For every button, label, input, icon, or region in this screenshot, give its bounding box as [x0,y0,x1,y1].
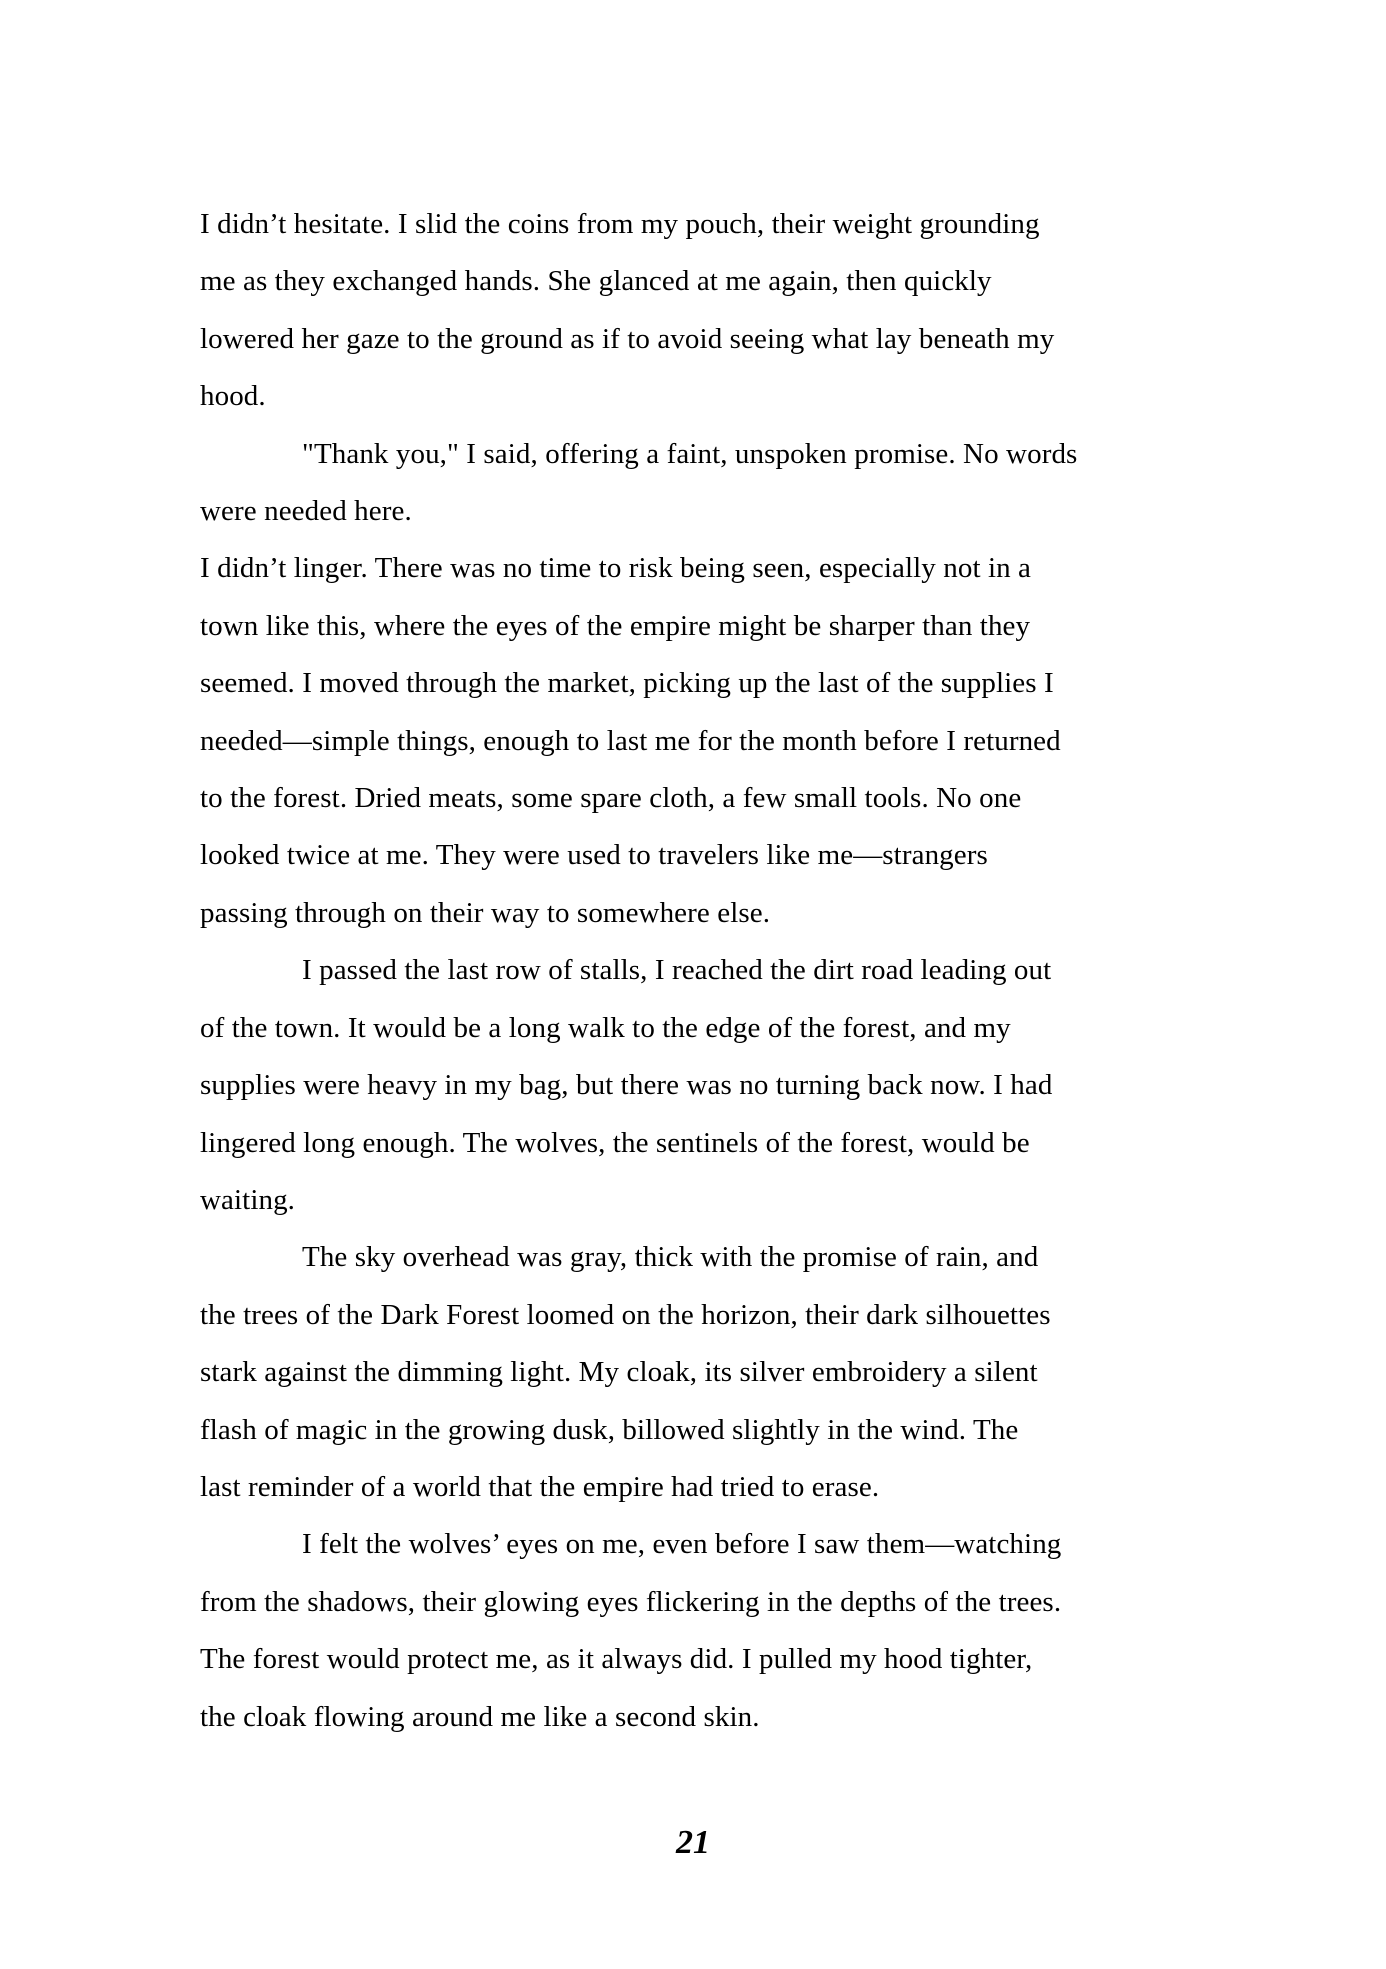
text-line: lowered her gaze to the ground as if to avoid seeing what lay beneath my [200,322,1055,355]
text-line: seemed. I moved through the market, picking up the last of the supplies I [200,667,1054,700]
text-line: looked twice at me. They were used to travelers like me—strangers [200,839,988,872]
paragraph [200,1516,1200,1746]
text-line: I passed the last row of stalls, I reached the dirt road leading out [302,954,1052,987]
text-line: me as they exchanged hands. She glanced at me again, then quickly [200,265,992,298]
text-line: needed—simple things, enough to last me for the month before I returned [200,724,1061,757]
text-line: lingered long enough. The wolves, the sentinels of the forest, would be [200,1126,1030,1159]
text-line: town like this, where the eyes of the empire might be sharper than they [200,609,1031,642]
text-line: I didn’t linger. There was no time to risk being seen, especially not in a [200,552,1032,585]
text-line: of the town. It would be a long walk to the edge of the forest, and my [200,1011,1011,1044]
text-line: flash of magic in the growing dusk, billowed slightly in the wind. The [200,1413,1019,1446]
text-line: The sky overhead was gray, thick with the promise of rain, and [302,1241,1039,1274]
paragraph [200,540,1200,942]
text-line: to the forest. Dried meats, some spare cloth, a few small tools. No one [200,782,1022,815]
text-line: passing through on their way to somewhere else. [200,896,771,929]
text-line: the cloak flowing around me like a second skin. [200,1700,760,1733]
text-line: the trees of the Dark Forest loomed on the horizon, their dark silhouettes [200,1298,1051,1331]
page-number: 21 [676,1823,710,1861]
text-line: I felt the wolves’ eyes on me, even before I saw them—watching [302,1528,1062,1561]
paragraph [200,426,1200,541]
paragraph [200,942,1200,1229]
text-line: supplies were heavy in my bag, but there was no turning back now. I had [200,1069,1053,1102]
text-line: I didn’t hesitate. I slid the coins from my pouch, their weight grounding [200,208,1040,240]
text-line: stark against the dimming light. My cloak, its silver embroidery a silent [200,1356,1038,1389]
paragraph [200,196,1200,426]
text-line: from the shadows, their glowing eyes flickering in the depths of the trees. [200,1585,1062,1618]
text-line: hood. [200,380,266,413]
paragraph [200,1229,1200,1516]
text-line: The forest would protect me, as it always did. I pulled my hood tighter, [200,1643,1033,1676]
page-footer [0,1823,1386,1863]
text-line: waiting. [200,1183,296,1216]
text-line: were needed here. [200,495,412,528]
text-line: "Thank you," I said, offering a faint, unspoken promise. No words [302,437,1078,470]
text-line: last reminder of a world that the empire had tried to erase. [200,1470,880,1503]
